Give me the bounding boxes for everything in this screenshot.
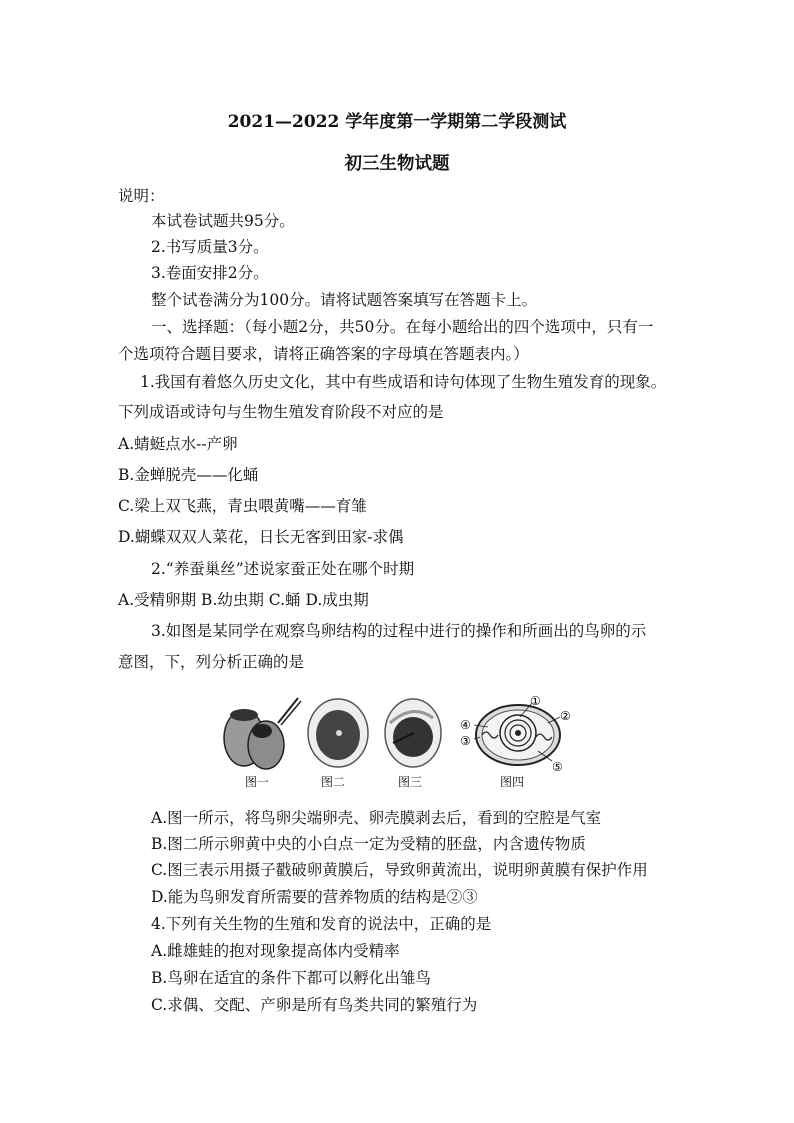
figure-marker-2: ②	[560, 709, 571, 723]
figure-caption-1: 图一	[245, 775, 270, 789]
instruction-item: 2.书写质量3分。	[151, 238, 269, 256]
exam-title: 2021—2022 学年度第一学期第二学段测试	[227, 112, 567, 132]
option-a: A.蜻蜓点水--产卵	[118, 435, 238, 453]
figure-three-broken-yolk	[385, 699, 441, 767]
question-stem: 4.下列有关生物的生殖和发育的说法中，正确的是	[151, 915, 492, 933]
figure-marker-4: ④	[460, 718, 471, 732]
question-stem: 2.“养蚕巢丝”述说家蚕正处在哪个时期	[151, 560, 415, 578]
figure-marker-3: ③	[460, 734, 471, 748]
option-d: D.能为鸟卵发育所需要的营养物质的结构是②③	[151, 888, 478, 906]
section-heading: 一、选择题：（每小题2分，共50分。在每小题给出的四个选项中，只有一	[151, 318, 654, 336]
option-a: A.雌雄蛙的抱对现象提高体内受精率	[151, 942, 400, 960]
option-b: B.图二所示卵黄中央的小白点一定为受精的胚盘，内含遗传物质	[151, 835, 586, 853]
instruction-item: 整个试卷满分为100分。请将试题答案填写在答题卡上。	[151, 291, 538, 309]
figure-two-yolk	[308, 699, 368, 767]
egg-structure-figure	[218, 693, 590, 793]
option-c: C.求偶、交配、产卵是所有鸟类共同的繁殖行为	[151, 996, 478, 1014]
option-c: C.梁上双飞燕，青虫喂黄嘴——育雏	[118, 497, 367, 515]
figure-caption-3: 图三	[398, 775, 423, 789]
instructions-label: 说明：	[118, 187, 165, 205]
option-a: A.图一所示，将鸟卵尖端卵壳、卵壳膜剥去后，看到的空腔是气室	[151, 809, 602, 827]
question-stem-cont: 意图，下，列分析正确的是	[118, 653, 305, 671]
options-inline: A.受精卵期 B.幼虫期 C.蛹 D.成虫期	[118, 591, 369, 609]
egg-figure-svg	[218, 693, 590, 773]
figure-marker-5: ⑤	[552, 760, 563, 773]
exam-subtitle: 初三生物试题	[344, 154, 450, 174]
question-stem: 1.我国有着悠久历史文化，其中有些成语和诗句体现了生物生殖发育的现象。	[140, 373, 667, 391]
section-heading-cont: 个选项符合题目要求，请将正确答案的字母填在答题表内。）	[118, 345, 529, 363]
question-stem: 3.如图是某同学在观察鸟卵结构的过程中进行的操作和所画出的鸟卵的示	[151, 622, 647, 640]
figure-caption-2: 图二	[321, 775, 346, 789]
option-b: B.鸟卵在适宜的条件下都可以孵化出雏鸟	[151, 969, 431, 987]
figure-four-egg-diagram	[474, 703, 560, 765]
figure-caption-4: 图四	[500, 775, 525, 789]
question-stem-cont: 下列成语或诗句与生物生殖发育阶段不对应的是	[118, 403, 444, 421]
option-d: D.蝴蝶双双人菜花，日长无客到田家-求偶	[118, 528, 404, 546]
instruction-item: 3.卷面安排2分。	[151, 264, 269, 282]
option-c: C.图三表示用摄子戳破卵黄膜后，导致卵黄流出，说明卵黄膜有保护作用	[151, 861, 648, 879]
figure-one-eggs	[224, 698, 301, 769]
instruction-item: 本试卷试题共95分。	[151, 212, 295, 230]
figure-marker-1: ①	[530, 694, 541, 708]
option-b: B.金蝉脱壳——化蛹	[118, 466, 259, 484]
